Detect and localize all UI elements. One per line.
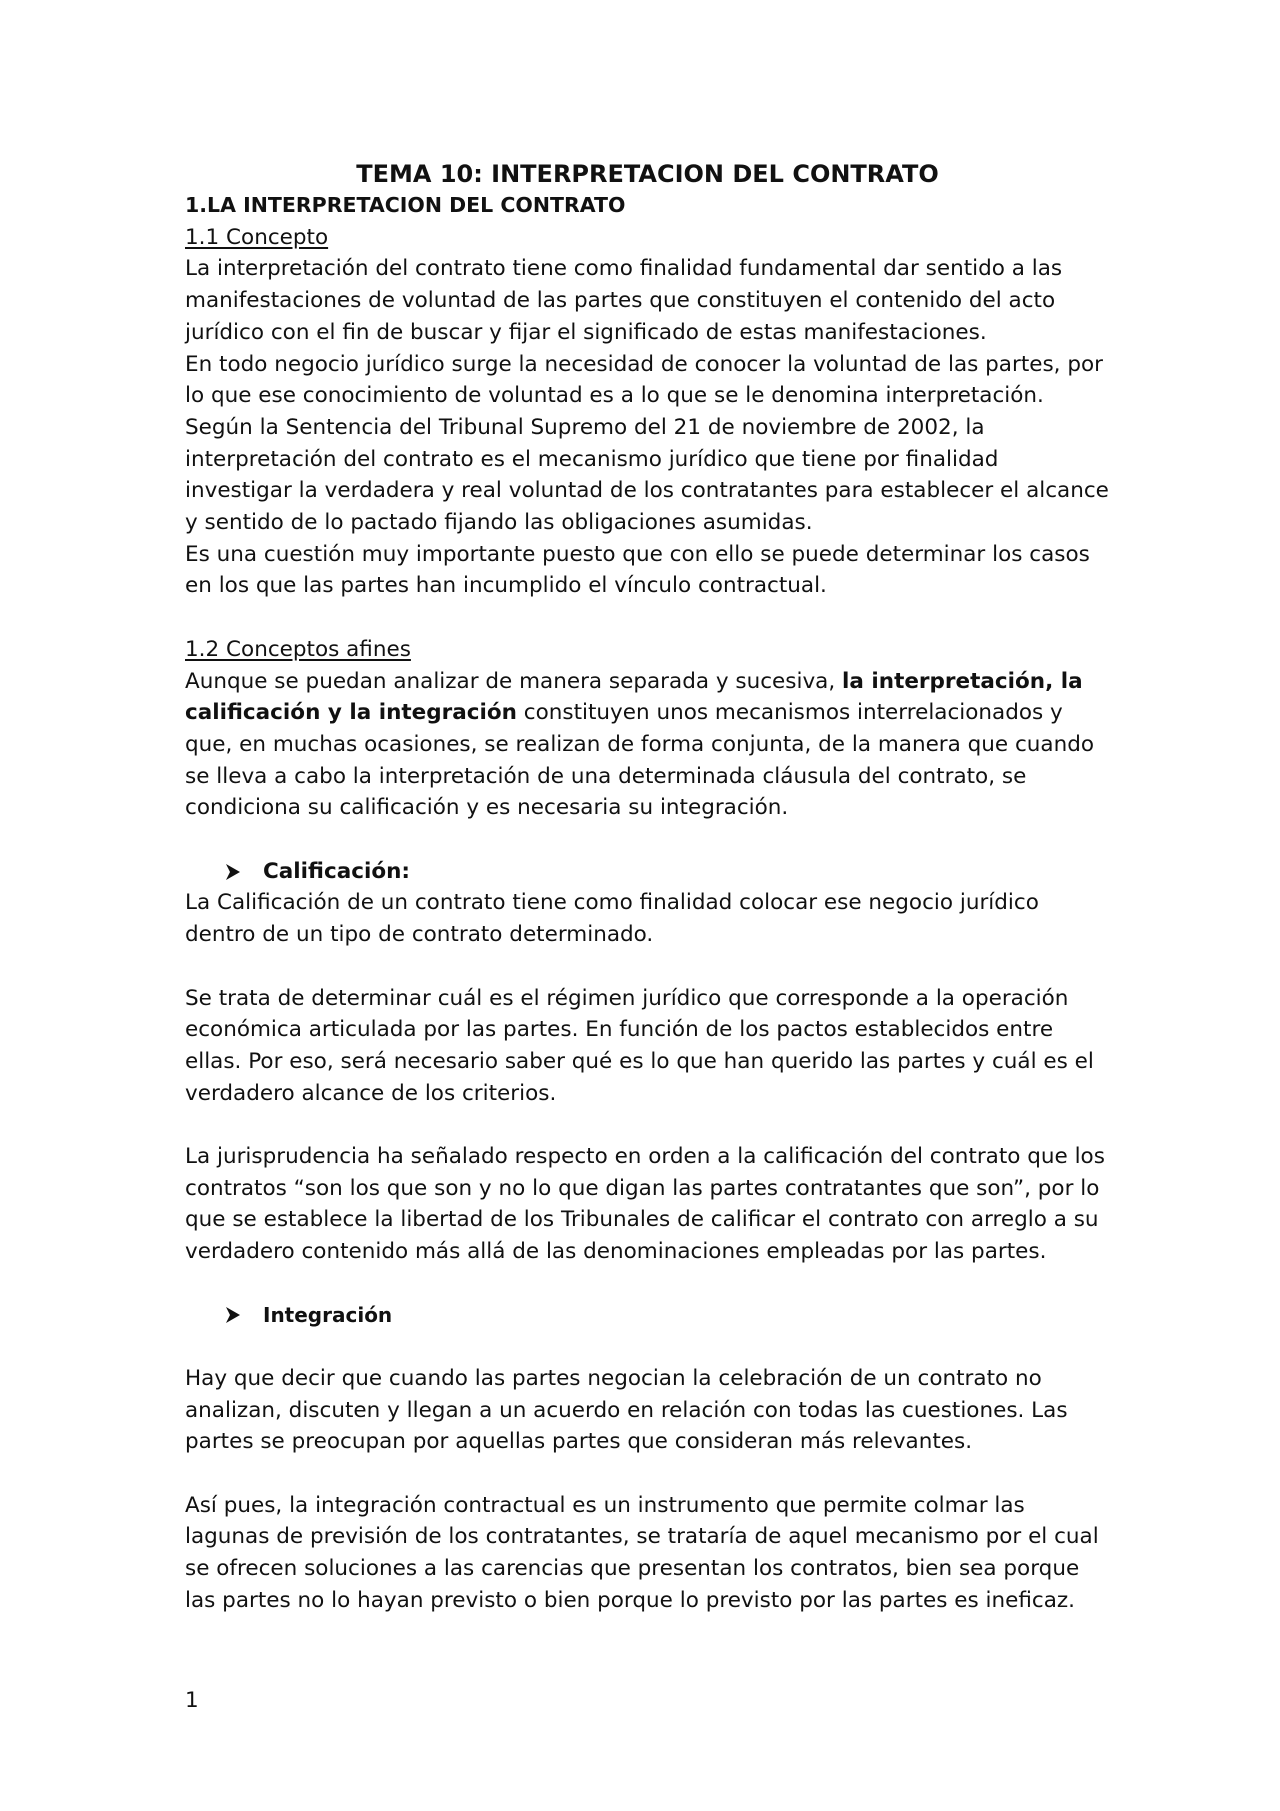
text-run: Aunque se puedan analizar de manera separada y sucesiva, (185, 668, 843, 694)
bullet-item-integracion (225, 1300, 1110, 1332)
paragraph: Según la Sentencia del Tribunal Supremo del 21 de noviembre de 2002, la interpretación del contrato es el mecanismo jurídico que tiene por finalidad investigar la verdadera y real voluntad de los contratantes para establecer el alcance y sentido de lo pactado fijando las obligaciones asumidas. (185, 414, 1109, 536)
subsection-heading-concepto: 1.1 Concepto (185, 224, 329, 250)
paragraph: Hay que decir que cuando las partes negocian la celebración de un contrato no analizan, discuten y llegan a un acuerdo en relación con todas las cuestiones. Las partes se preocupan por aquellas partes que consideran más relevantes. (185, 1365, 1068, 1455)
paragraph: En todo negocio jurídico surge la necesidad de conocer la voluntad de las partes, por lo que ese conocimiento de voluntad es a lo que se le denomina interpretación. (185, 351, 1103, 409)
paragraph (185, 666, 1110, 825)
document-title: TEMA 10: INTERPRETACION DEL CONTRATO (356, 160, 939, 188)
spacer (185, 1458, 1110, 1490)
page-number: 1 (185, 1688, 199, 1713)
spacer (185, 602, 1110, 634)
paragraph: La jurisprudencia ha señalado respecto en orden a la calificación del contrato que los contratos “son los que son y no lo que digan las partes contratantes que son”, por lo que se establece la libertad de los Tribunales de calificar el contrato con arreglo a su verdadero contenido más allá de las denominaciones empleadas por las partes. (185, 1144, 1105, 1265)
text-run: constituyen unos mecanismos interrelacionados y que, en muchas ocasiones, se realizan de forma conjunta, de la manera que cuando se lleva a cabo la interpretación de una determinada cláusula del contrato, se condiciona su calificación y es necesaria su integración. (185, 700, 1095, 821)
bullet-heading: Calificación: (263, 858, 411, 884)
spacer (185, 1268, 1110, 1300)
arrow-bullet-icon (225, 1306, 263, 1324)
bullet-heading: Integración (263, 1302, 393, 1327)
arrow-bullet-icon (225, 863, 263, 881)
spacer (185, 951, 1110, 983)
paragraph: Así pues, la integración contractual es un instrumento que permite colmar las lagunas de previsión de los contratantes, se trataría de aquel mecanismo por el cual se ofrecen soluciones a las carencias que presentan los contratos, bien sea porque las partes no lo hayan previsto o bien porque lo previsto por las partes es ineficaz. (185, 1492, 1099, 1613)
bullet-item-calificacion (225, 856, 1110, 888)
spacer (185, 824, 1110, 856)
paragraph: Se trata de determinar cuál es el régimen jurídico que corresponde a la operación económica articulada por las partes. En función de los pactos establecidos entre ellas. Por eso, será necesario saber qué es lo que han querido las partes y cuál es el verdadero alcance de los criterios. (185, 985, 1094, 1106)
bold-text-run: la interpretación, la calificación y la integración (185, 668, 1083, 726)
spacer (185, 1109, 1110, 1141)
paragraph: Es una cuestión muy importante puesto que con ello se puede determinar los casos en los que las partes han incumplido el vínculo contractual. (185, 541, 1090, 599)
document-body (185, 158, 1110, 1617)
spacer (185, 1331, 1110, 1363)
subsection-heading-conceptos-afines: 1.2 Conceptos afines (185, 636, 411, 662)
section-heading: 1.LA INTERPRETACION DEL CONTRATO (185, 193, 626, 217)
paragraph: La Calificación de un contrato tiene como finalidad colocar ese negocio jurídico dentro de un tipo de contrato determinado. (185, 890, 1039, 948)
paragraph: La interpretación del contrato tiene como finalidad fundamental dar sentido a las manifestaciones de voluntad de las partes que constituyen el contenido del acto jurídico con el fin de buscar y fijar el significado de estas manifestaciones. (185, 256, 1063, 345)
